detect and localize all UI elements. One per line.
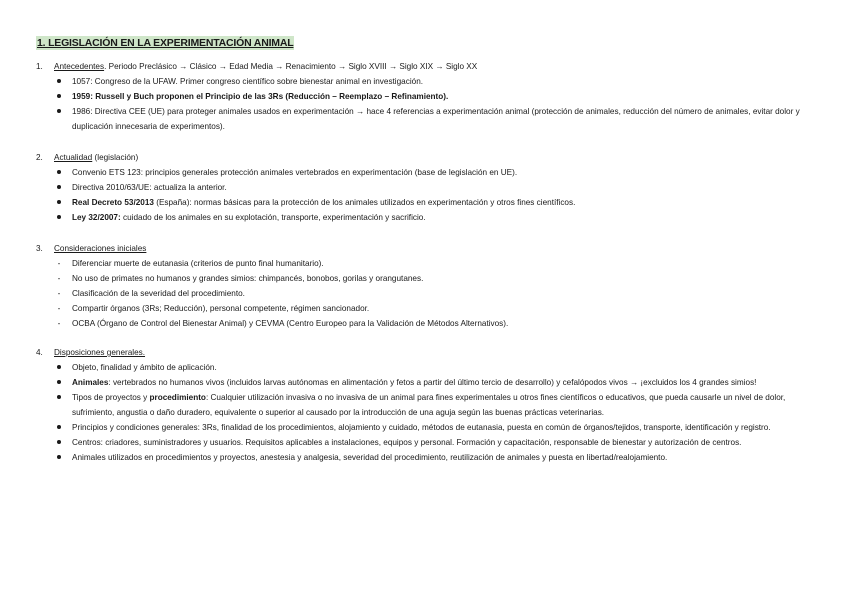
list-item: Centros: criadores, suministradores y usuarios. Requisitos aplicables a instalaciones, equipos y personal. Formación y capacitación, responsable de bienestar y autorización de centros. [36, 435, 816, 450]
dash-icon: - [57, 274, 61, 283]
bullet-icon [54, 165, 64, 180]
list-item: 1057: Congreso de la UFAW. Primer congreso científico sobre bienestar animal en investigación. [36, 74, 816, 89]
list-item: Principios y condiciones generales: 3Rs, finalidad de los procedimientos, alojamiento y cuidado, métodos de eutanasia, puesta en común de órganos/tejidos, transporte, identificación y registro. [36, 420, 816, 435]
dash-list [36, 256, 816, 331]
bullet-list [36, 165, 816, 225]
bullet-icon [54, 210, 64, 225]
section-antecedentes [36, 59, 816, 134]
bullet-icon [54, 390, 64, 405]
section-title: Antecedentes [54, 62, 105, 71]
bullet-icon [54, 195, 64, 210]
page-title: 1. LEGISLACIÓN EN LA EXPERIMENTACIÓN ANIMAL [37, 37, 294, 49]
list-item: - OCBA (Órgano de Control del Bienestar Animal) y CEVMA (Centro Europeo para la Validación de Métodos Alternativos). [36, 316, 816, 331]
section-number: 3. [36, 244, 43, 253]
list-item: - No uso de primates no humanos y grandes simios: chimpancés, bonobos, gorilas y orangutanes. [36, 271, 816, 286]
dash-icon: - [57, 259, 61, 268]
list-item: - Compartir órganos (3Rs; Reducción), personal competente, régimen sancionador. [36, 301, 816, 316]
list-item: Real Decreto 53/2013 (España): normas básicas para la protección de los animales utilizados en experimentación y otros fines científicos. [36, 195, 816, 210]
list-item: Ley 32/2007: cuidado de los animales en su explotación, transporte, experimentación y sacrificio. [36, 210, 816, 225]
list-item: 1959: Russell y Buch proponen el Principio de las 3Rs (Reducción – Reemplazo – Refinamiento). [36, 89, 816, 104]
bullet-icon [54, 89, 64, 104]
list-item: Convenio ETS 123: principios generales protección animales vertebrados en experimentación (base de legislación en UE). [36, 165, 816, 180]
list-item: Animales: vertebrados no humanos vivos (incluidos larvas autónomas en alimentación y fetos a partir del último tercio de desarrollo) y cefalópodos vivos → ¡excluidos los 4 grandes simios! [36, 375, 816, 390]
list-item: 1986: Directiva CEE (UE) para proteger animales usados en experimentación → hace 4 referencias a experimentación animal (protección de animales, reducción del número de animales, evitar dolor y duplicación innecesaria de experimentos). [36, 104, 816, 134]
list-item: Directiva 2010/63/UE: actualiza la anterior. [36, 180, 816, 195]
section-heading [36, 59, 816, 74]
section-consideraciones [36, 241, 816, 331]
bullet-icon [54, 104, 64, 119]
section-title: Consideraciones iniciales [54, 244, 147, 253]
list-item: - Clasificación de la severidad del procedimiento. [36, 286, 816, 301]
section-disposiciones [36, 345, 816, 465]
bullet-icon [54, 360, 64, 375]
bullet-icon [54, 74, 64, 89]
list-item: Objeto, finalidad y ámbito de aplicación. [36, 360, 816, 375]
bullet-icon [54, 420, 64, 435]
bullet-icon [54, 180, 64, 195]
list-item: - Diferenciar muerte de eutanasia (criterios de punto final humanitario). [36, 256, 816, 271]
section-number: 4. [36, 348, 43, 357]
section-heading [36, 150, 816, 165]
bullet-icon [54, 450, 64, 465]
list-item: Animales utilizados en procedimientos y proyectos, anestesia y analgesia, severidad del procedimiento, reutilización de animales y puesta en libertad/realojamiento. [36, 450, 816, 465]
section-title-rest: (legislación) [92, 153, 139, 162]
section-number: 1. [36, 62, 43, 71]
section-title-rest: . Periodo Preclásico → Clásico → Edad Media → Renacimiento → Siglo XVIII → Siglo XIX → Siglo XX [104, 62, 478, 71]
dash-icon: - [57, 289, 61, 298]
bullet-icon [54, 435, 64, 450]
section-title: Disposiciones generales. [54, 348, 146, 357]
bullet-icon [54, 375, 64, 390]
bullet-list [36, 360, 816, 465]
dash-icon: - [57, 304, 61, 313]
list-item: Tipos de proyectos y procedimiento: Cualquier utilización invasiva o no invasiva de un animal para fines experimentales u otros fines científicos o educativos, que pueda causarle un nivel de dolor, sufrimiento, angustia o daño duradero, equivalente o superior al causado por la introducción de una aguja según las buenas prácticas veterinarias. [36, 390, 816, 420]
bullet-list [36, 74, 816, 134]
section-heading [36, 241, 816, 256]
section-number: 2. [36, 153, 43, 162]
dash-icon: - [57, 319, 61, 328]
section-heading [36, 345, 816, 360]
section-actualidad [36, 150, 816, 225]
section-title: Actualidad [54, 153, 93, 162]
